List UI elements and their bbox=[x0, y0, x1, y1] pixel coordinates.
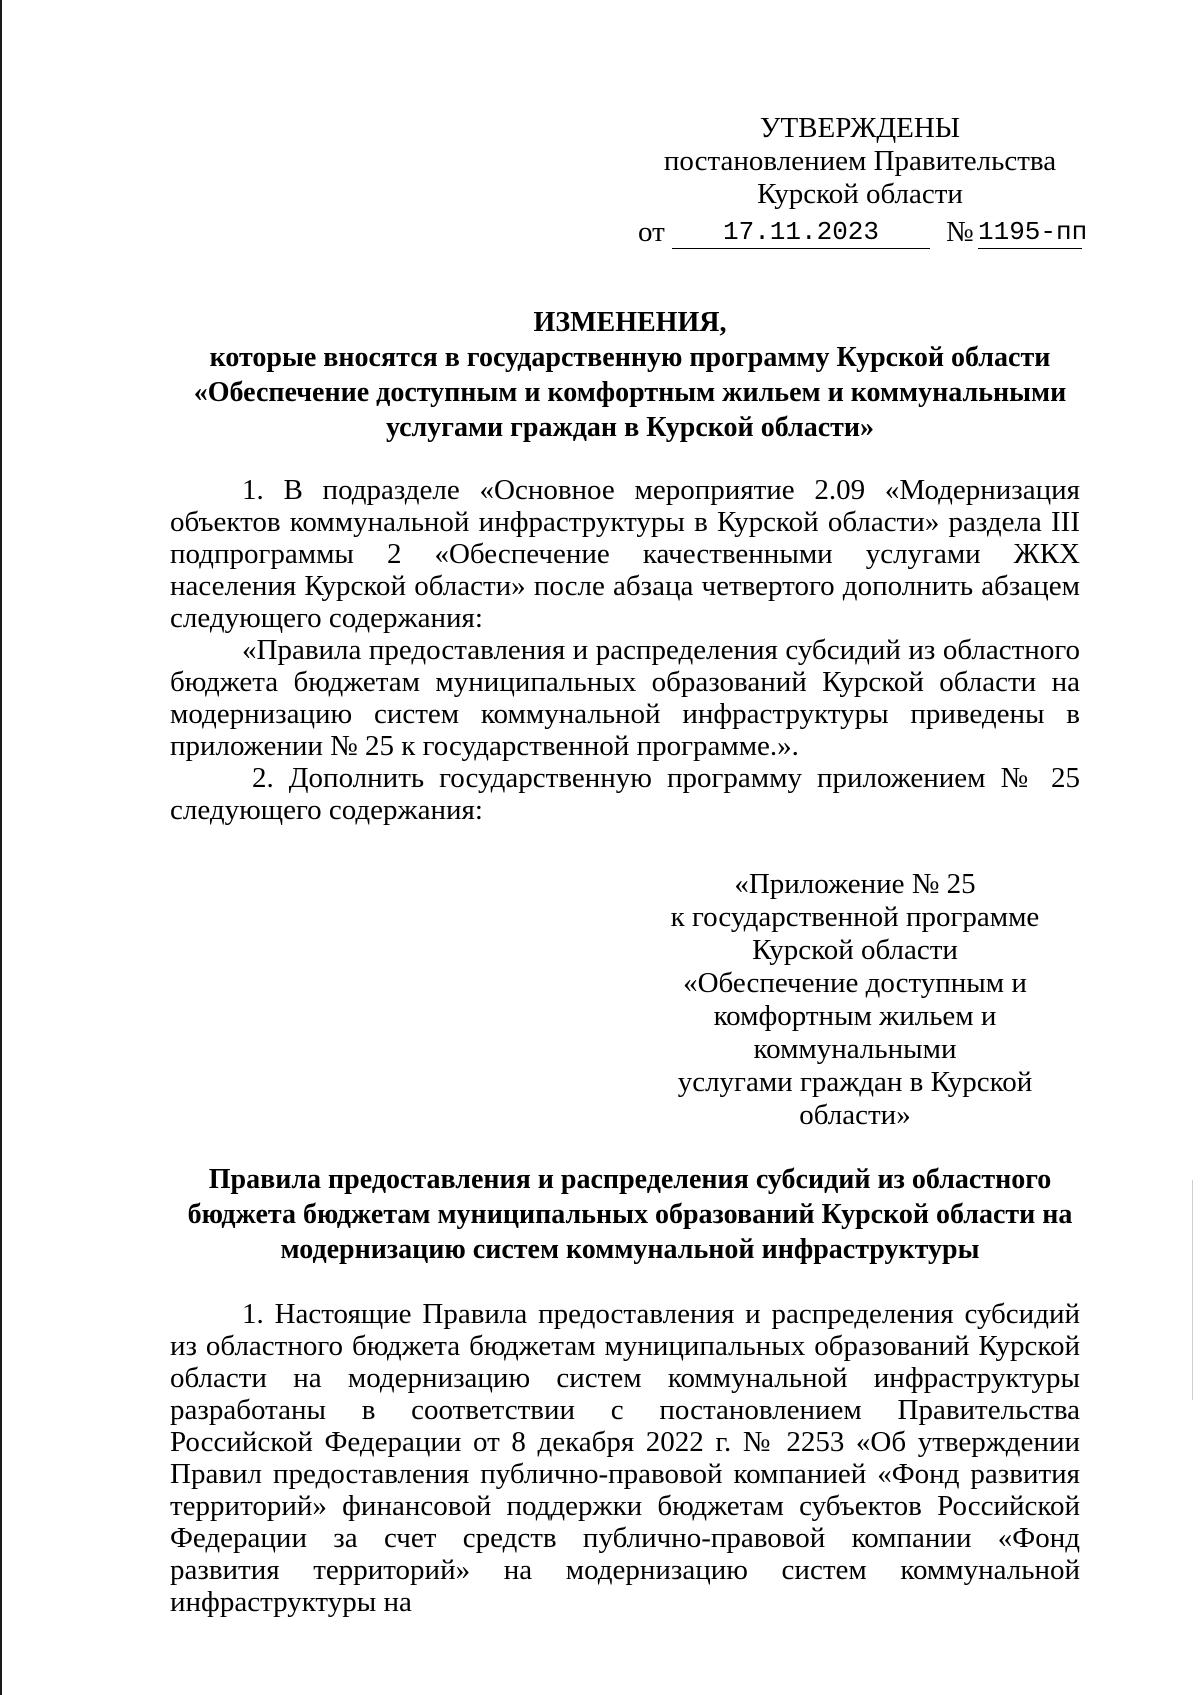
rules-title-line-3: модернизацию систем коммунальной инфраструктуры bbox=[280, 1234, 980, 1265]
amendments-section bbox=[170, 474, 1080, 826]
resolution-date: 17.11.2023 bbox=[672, 216, 930, 249]
rules-title-line-1: Правила предоставления и распределения субсидий из областного bbox=[208, 1164, 1052, 1195]
scan-right-edge bbox=[1192, 1180, 1193, 1400]
approval-reference bbox=[638, 216, 1098, 252]
rules-title-line-2: бюджета бюджетам муниципальных образований Курской области на bbox=[187, 1199, 1073, 1230]
rules-section bbox=[170, 1298, 1080, 1618]
annex-line-8: области» bbox=[799, 1099, 911, 1131]
annex-line-6: коммунальными bbox=[753, 1033, 957, 1065]
amendment-paragraph-2: «Правила предоставления и распределения субсидий из областного бюджета бюджетам муниципальных образований Курской области на модернизацию систем коммунальной инфраструктуры приведены в приложении № 25 к государственной программе.». bbox=[170, 634, 1080, 762]
number-label: № bbox=[946, 216, 974, 248]
approval-stamp bbox=[630, 112, 1090, 211]
approval-heading: УТВЕРЖДЕНЫ bbox=[759, 112, 961, 144]
annex-line-4: «Обеспечение доступным и bbox=[683, 967, 1027, 999]
document-title bbox=[160, 305, 1100, 445]
rules-paragraph-1: 1. Настоящие Правила предоставления и распределения субсидий из областного бюджета бюджетам муниципальных образований Курской области на модернизацию систем коммунальной инфраструктуры разработаны в соответствии с постановлением Правительства Российской Федерации от 8 декабря 2022 г. № 2253 «Об утверждении Правил предоставления публично-правовой компанией «Фонд развития территорий» финансовой поддержки бюджетам субъектов Российской Федерации за счет средств публично-правовой компании «Фонд развития территорий» на модернизацию систем коммунальной инфраструктуры на bbox=[170, 1298, 1080, 1618]
annex-line-3: Курской области bbox=[752, 934, 958, 966]
amendment-paragraph-3: 2. Дополнить государственную программу приложением № 25 следующего содержания: bbox=[170, 762, 1080, 826]
title-heading: ИЗМЕНЕНИЯ, bbox=[533, 307, 727, 338]
approval-line-2: постановлением Правительства bbox=[663, 145, 1057, 177]
amendment-paragraph-1: 1. В подразделе «Основное мероприятие 2.09 «Модернизация объектов коммунальной инфраструктуры в Курской области» раздела III подпрограммы 2 «Обеспечение качественными услугами ЖКХ населения Курской области» после абзаца четвертого дополнить абзацем следующего содержания: bbox=[170, 474, 1080, 634]
date-prefix: от bbox=[638, 216, 665, 248]
title-line-2: «Обеспечение доступным и комфортным жильем и коммунальными bbox=[193, 377, 1067, 408]
title-line-3: услугами граждан в Курской области» bbox=[385, 412, 875, 443]
title-line-1: которые вносятся в государственную программу Курской области bbox=[209, 342, 1051, 373]
resolution-number: 1195-пп bbox=[978, 217, 1088, 247]
annex-line-2: к государственной программе bbox=[670, 901, 1040, 933]
approval-line-3: Курской области bbox=[757, 178, 963, 210]
annex-header bbox=[650, 868, 1060, 1132]
annex-line-7: услугами граждан в Курской bbox=[677, 1066, 1033, 1098]
scan-left-edge bbox=[0, 0, 2, 1695]
annex-line-1: «Приложение № 25 bbox=[734, 868, 976, 900]
rules-title bbox=[160, 1162, 1100, 1267]
annex-line-5: комфортным жильем и bbox=[713, 1000, 997, 1032]
